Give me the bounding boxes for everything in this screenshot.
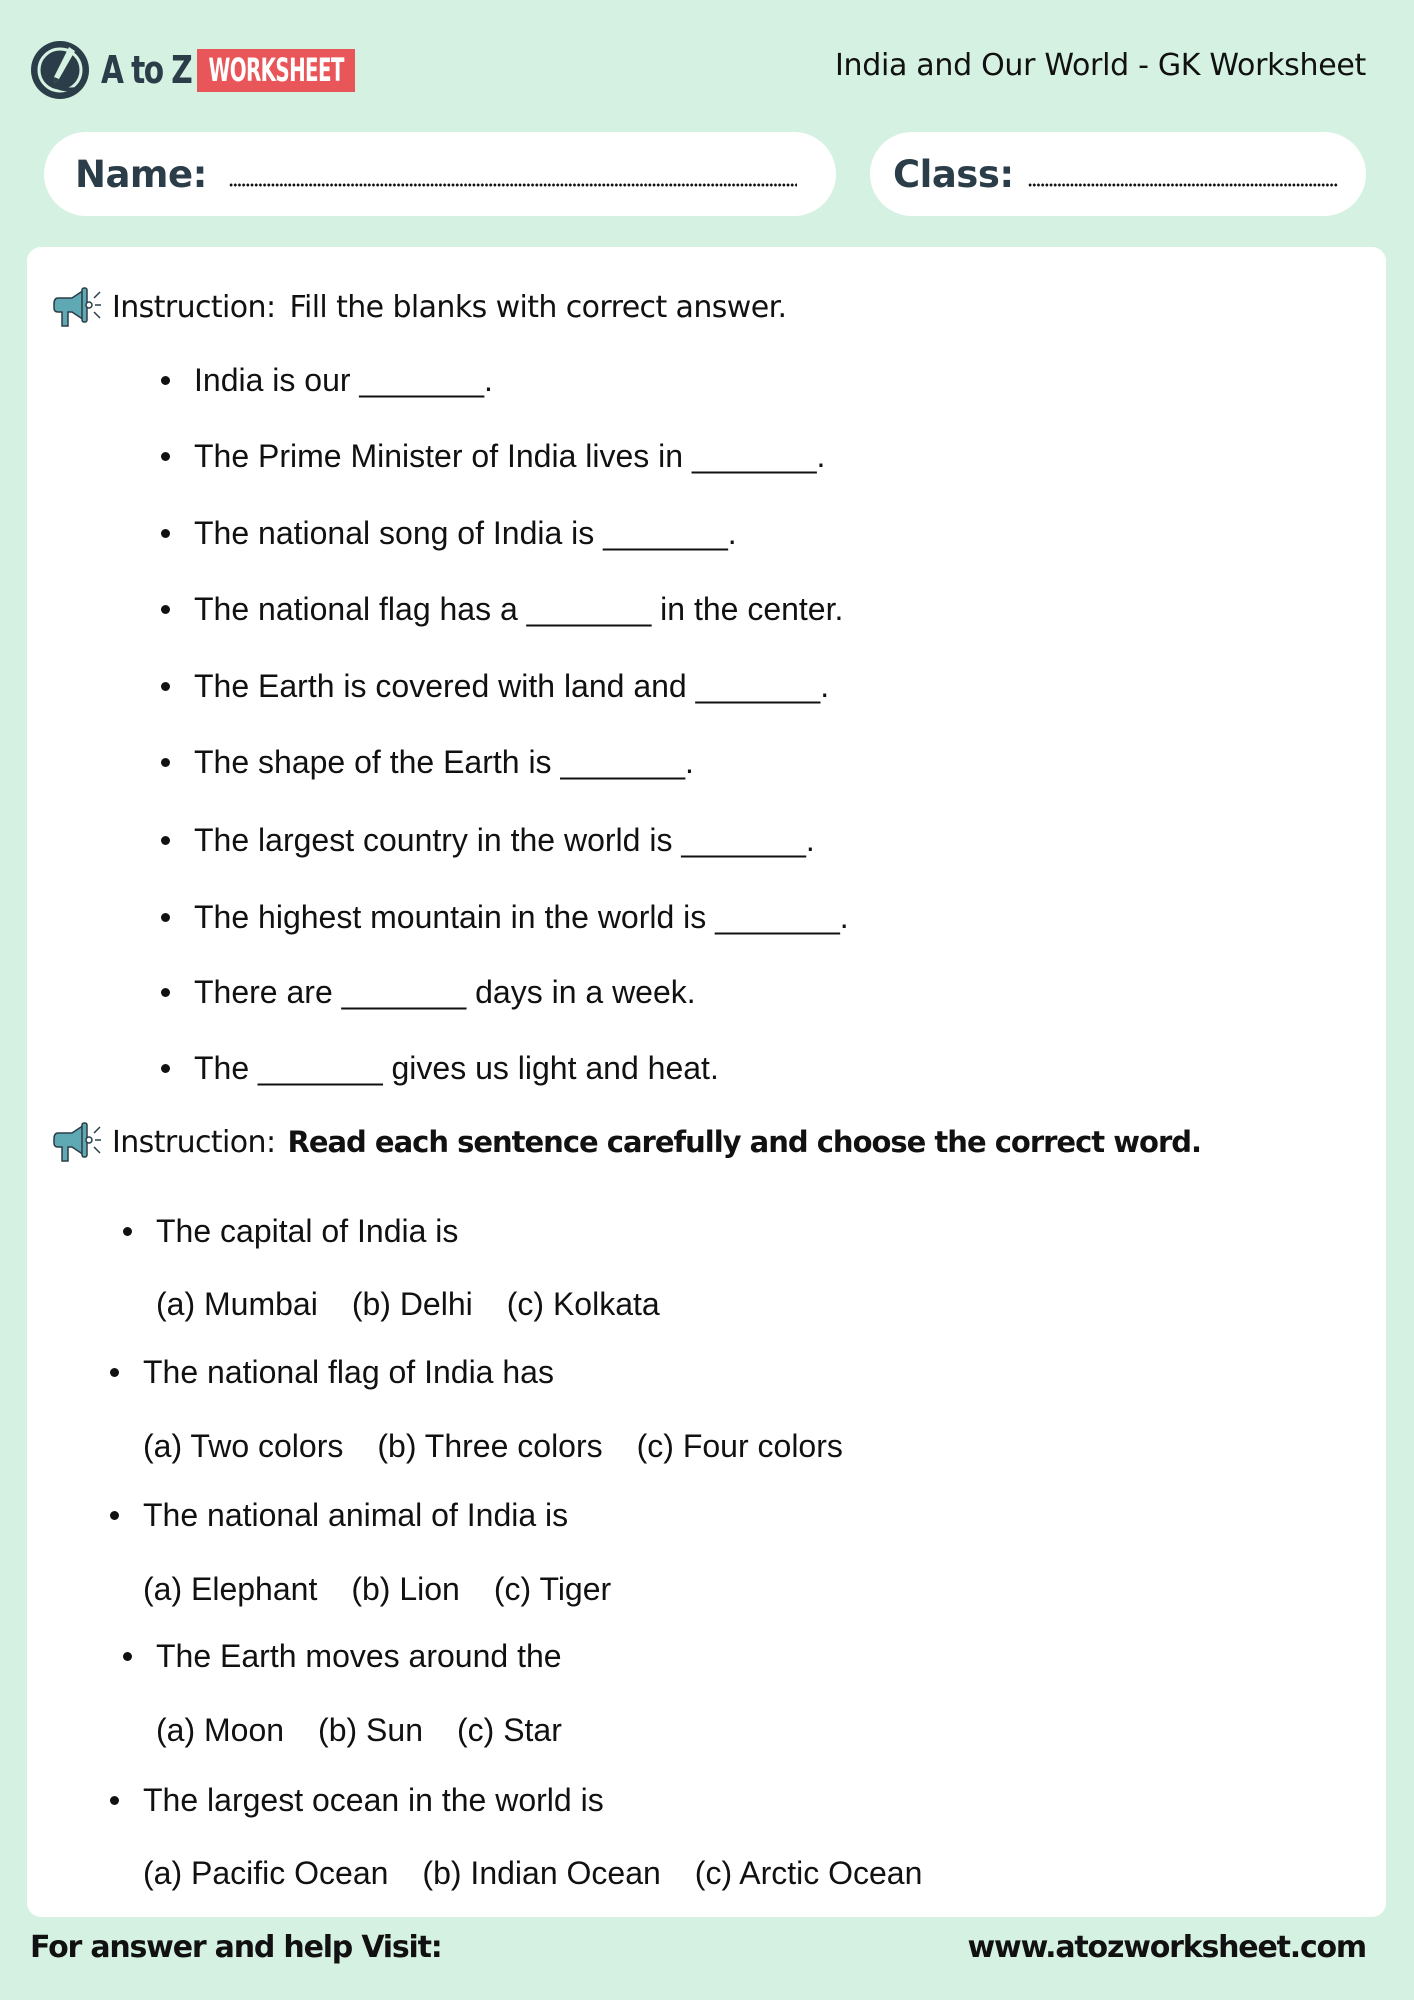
class-field[interactable]: [870, 132, 1366, 216]
instruction-text: Read each sentence carefully and choose the correct word.: [287, 1125, 1202, 1159]
instruction-label: Instruction:: [112, 1124, 276, 1160]
mcq-question: [110, 1352, 554, 1392]
mcq-options: [156, 1284, 660, 1324]
item-text: The highest mountain in the world is _______.: [194, 898, 849, 935]
item-text: India is our _______.: [194, 361, 493, 398]
option-c[interactable]: (c) Arctic Ocean: [694, 1854, 923, 1891]
mcq-options: [143, 1853, 922, 1893]
bullet: [161, 1064, 170, 1073]
option-b[interactable]: (b) Lion: [351, 1570, 460, 1607]
name-field[interactable]: [44, 132, 836, 216]
instruction-fill-blanks: [52, 286, 786, 328]
item-text: The national song of India is _______.: [194, 514, 737, 551]
mcq-options: [143, 1569, 611, 1609]
bullet: [110, 1368, 119, 1377]
item-text: The shape of the Earth is _______.: [194, 743, 694, 780]
question-text: The Earth moves around the: [156, 1637, 562, 1674]
item-text: There are _______ days in a week.: [194, 973, 696, 1010]
class-dotted-line[interactable]: [1028, 183, 1338, 187]
footer-website-link[interactable]: www.atozworksheet.com: [967, 1930, 1366, 1965]
option-c[interactable]: (c) Star: [456, 1711, 562, 1748]
bullet: [161, 758, 170, 767]
option-c[interactable]: (c) Kolkata: [506, 1285, 660, 1322]
footer-help-text: For answer and help Visit:: [30, 1930, 442, 1965]
bullet: [123, 1227, 132, 1236]
fill-blank-item: [161, 589, 843, 629]
question-text: The national flag of India has: [143, 1353, 554, 1390]
bullet: [161, 605, 170, 614]
item-text: The _______ gives us light and heat.: [194, 1049, 719, 1086]
fill-blank-item: [161, 897, 849, 937]
fill-blank-item: [161, 820, 815, 860]
megaphone-icon: [52, 286, 102, 328]
instruction-text: Fill the blanks with correct answer.: [289, 289, 787, 325]
logo-badge-text: WORKSHEET: [208, 51, 344, 89]
fill-blank-item: [161, 513, 737, 553]
option-c[interactable]: (c) Four colors: [636, 1427, 843, 1464]
option-a[interactable]: (a) Mumbai: [156, 1285, 318, 1322]
option-b[interactable]: (b) Three colors: [377, 1427, 603, 1464]
option-b[interactable]: (b) Indian Ocean: [422, 1854, 661, 1891]
item-text: The national flag has a _______ in the center.: [194, 590, 844, 627]
fill-blank-item: [161, 666, 829, 706]
bullet: [161, 988, 170, 997]
fill-blank-item: [161, 436, 825, 476]
item-text: The Prime Minister of India lives in _______.: [194, 437, 826, 474]
name-dotted-line[interactable]: [229, 183, 797, 187]
logo-badge: [197, 49, 355, 92]
bullet: [110, 1511, 119, 1520]
fill-blank-item: [161, 742, 694, 782]
instruction-label: Instruction:: [112, 289, 276, 325]
question-text: The capital of India is: [156, 1212, 459, 1249]
bullet: [110, 1796, 119, 1805]
bullet: [161, 682, 170, 691]
option-b[interactable]: (b) Delhi: [351, 1285, 473, 1322]
question-text: The largest ocean in the world is: [143, 1781, 604, 1818]
option-c[interactable]: (c) Tiger: [493, 1570, 612, 1607]
bullet: [161, 452, 170, 461]
pen-nib-logo-icon: [29, 39, 91, 101]
item-text: The largest country in the world is _______.: [194, 821, 815, 858]
bullet: [161, 836, 170, 845]
logo: [29, 38, 355, 102]
mcq-options: [156, 1710, 562, 1750]
mcq-options: [143, 1426, 843, 1466]
logo-text: A to Z: [101, 48, 192, 92]
fill-blank-item: [161, 1048, 719, 1088]
mcq-question: [110, 1780, 604, 1820]
option-b[interactable]: (b) Sun: [318, 1711, 423, 1748]
name-label: Name:: [75, 152, 207, 196]
bullet: [123, 1652, 132, 1661]
question-text: The national animal of India is: [143, 1496, 569, 1533]
bullet: [161, 913, 170, 922]
item-text: The Earth is covered with land and _______.: [194, 667, 830, 704]
megaphone-icon: [52, 1121, 102, 1163]
mcq-question: [123, 1636, 562, 1676]
option-a[interactable]: (a) Pacific Ocean: [143, 1854, 389, 1891]
fill-blank-item: [161, 360, 493, 400]
class-label: Class:: [893, 152, 1014, 196]
bullet: [161, 529, 170, 538]
instruction-choose-word: [52, 1121, 1201, 1163]
option-a[interactable]: (a) Two colors: [143, 1427, 344, 1464]
option-a[interactable]: (a) Elephant: [143, 1570, 318, 1607]
mcq-question: [110, 1495, 568, 1535]
fill-blank-item: [161, 972, 696, 1012]
mcq-question: [123, 1211, 458, 1251]
page-title: India and Our World - GK Worksheet: [834, 48, 1366, 83]
bullet: [161, 376, 170, 385]
option-a[interactable]: (a) Moon: [156, 1711, 285, 1748]
